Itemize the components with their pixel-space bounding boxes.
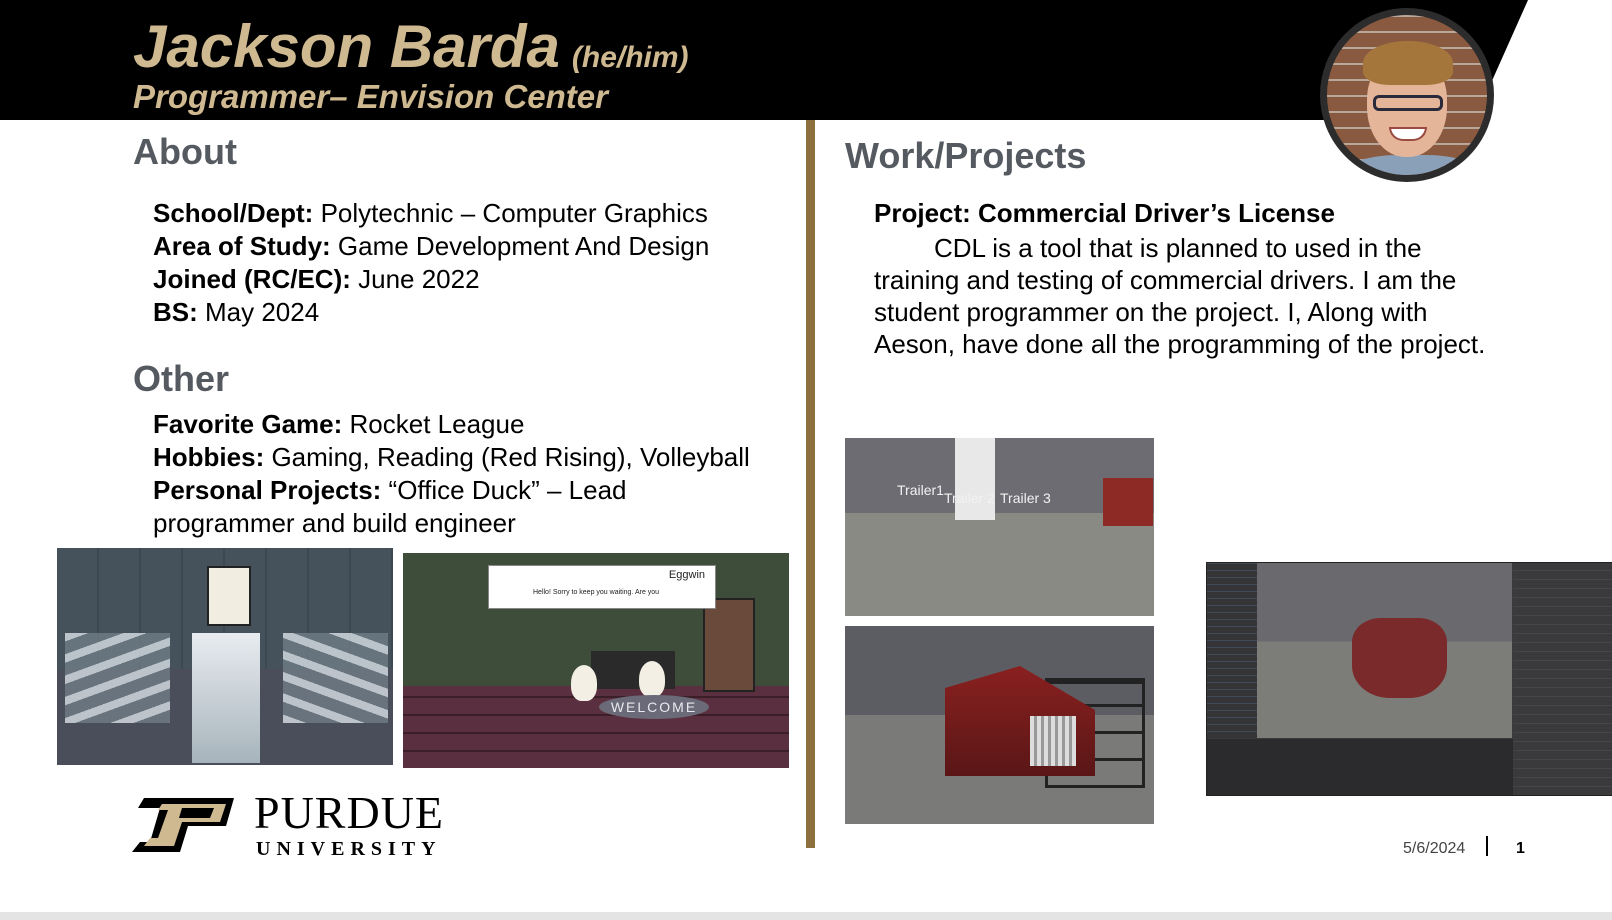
about-row-school — [153, 197, 709, 230]
footer-separator — [1486, 836, 1488, 856]
name-text: Jackson Barda — [133, 13, 560, 80]
about-value: May 2024 — [197, 297, 320, 327]
hangar-door — [955, 438, 995, 520]
about-heading: About — [133, 131, 237, 172]
duck-portrait — [207, 566, 251, 626]
other-value: “Office Duck” – Lead programmer and build engineer — [153, 475, 627, 538]
other-value: Gaming, Reading (Red Rising), Volleyball — [264, 442, 750, 472]
other-label: Favorite Game: — [153, 409, 343, 439]
duck-character — [639, 661, 665, 697]
about-label: School/Dept: — [153, 198, 314, 228]
editor-console-panel — [1207, 739, 1513, 795]
dialog-box — [488, 565, 716, 609]
cdl-editor-image — [1206, 562, 1612, 796]
editor-scene-view — [1257, 563, 1512, 738]
other-heading: Other — [133, 358, 230, 399]
purdue-p-icon — [130, 796, 240, 854]
about-row-study — [153, 230, 709, 263]
photo-hair — [1363, 41, 1453, 85]
trailer-label: Trailer 2 — [944, 490, 995, 506]
dialog-line: Hello! Sorry to keep you waiting. Are you — [533, 589, 660, 596]
column-divider — [806, 120, 815, 848]
other-label: Personal Projects: — [153, 475, 382, 505]
slide-date: 5/6/2024 — [1403, 840, 1466, 857]
about-value: Polytechnic – Computer Graphics — [313, 198, 708, 228]
about-list — [153, 197, 709, 329]
trailer-label: Trailer 3 — [1000, 490, 1051, 506]
truck-grill — [1030, 716, 1076, 766]
photo-glasses — [1373, 95, 1443, 111]
about-value: June 2022 — [350, 264, 480, 294]
project-title: Project: Commercial Driver’s License — [874, 198, 1335, 228]
slide-number: 1 — [1516, 840, 1525, 857]
other-row-hobbies — [153, 441, 773, 474]
purdue-wordmark: PURDUE — [254, 787, 445, 838]
welcome-mat: WELCOME — [599, 695, 709, 719]
lobby-door — [703, 598, 755, 692]
university-wordmark: UNIVERSITY — [256, 838, 442, 860]
about-row-joined — [153, 263, 709, 296]
other-value: Rocket League — [342, 409, 525, 439]
lab-center-desks — [192, 633, 260, 763]
other-label: Hobbies: — [153, 442, 265, 472]
about-value: Game Development And Design — [330, 231, 710, 261]
editor-inspector-panel — [1513, 563, 1612, 795]
about-label: Area of Study: — [153, 231, 331, 261]
pronouns: (he/him) — [571, 41, 689, 74]
presenter-role: Programmer– Envision Center — [133, 78, 608, 115]
purdue-logo — [130, 787, 470, 860]
profile-photo — [1320, 8, 1494, 182]
other-row-game — [153, 408, 773, 441]
bottom-strip — [0, 912, 1612, 920]
other-list — [153, 408, 773, 540]
lobby-floor — [403, 686, 789, 768]
about-label: BS: — [153, 297, 198, 327]
office-duck-lobby-image — [403, 553, 789, 768]
editor-vehicle — [1352, 618, 1447, 698]
work-heading: Work/Projects — [845, 135, 1087, 176]
about-label: Joined (RC/EC): — [153, 264, 351, 294]
cdl-truck-image — [845, 626, 1154, 824]
other-row-projects — [153, 474, 773, 540]
lab-desks-left — [65, 633, 170, 723]
lab-desks-right — [283, 633, 388, 723]
truck-cab — [1103, 478, 1153, 526]
duck-character — [571, 665, 597, 701]
cdl-trailers-image — [845, 438, 1154, 616]
project-description: CDL is a tool that is planned to used in the training and testing of commercial drivers. I am the student programmer on the project. I, Along with Aeson, have done all the programming of the project. — [874, 233, 1486, 359]
about-row-bs — [153, 296, 709, 329]
photo-shirt — [1347, 155, 1477, 182]
editor-hierarchy-panel — [1207, 563, 1257, 738]
dialog-speaker: Eggwin — [668, 569, 705, 581]
trailer-label: Trailer1 — [897, 482, 944, 498]
office-duck-lab-image — [57, 548, 393, 765]
